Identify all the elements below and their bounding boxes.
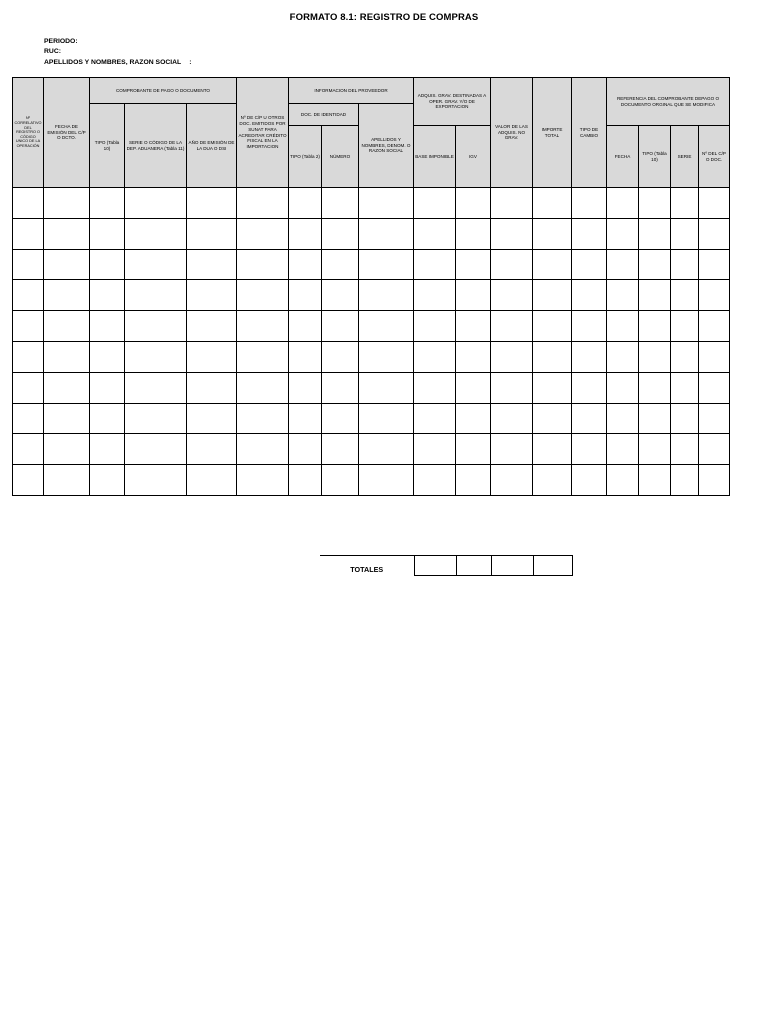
table-cell[interactable] [533,403,572,434]
table-cell[interactable] [125,188,187,219]
table-cell[interactable] [491,372,533,403]
razon-social-line [44,58,191,68]
razon-social-separator: : [189,58,192,66]
table-cell[interactable] [322,249,359,280]
table-cell[interactable] [187,188,237,219]
table-cell[interactable] [607,434,639,465]
table-cell[interactable] [456,465,491,496]
table-cell[interactable] [491,341,533,372]
table-cell[interactable] [456,341,491,372]
table-cell[interactable] [125,311,187,342]
table-cell[interactable] [607,341,639,372]
table-cell[interactable] [359,311,414,342]
table-row [13,311,730,342]
table-cell[interactable] [456,218,491,249]
table-cell[interactable] [414,280,456,311]
table-cell[interactable] [607,372,639,403]
table-cell[interactable] [90,341,125,372]
table-cell[interactable] [414,249,456,280]
table-cell[interactable] [237,311,289,342]
table-cell[interactable] [607,249,639,280]
table-cell[interactable] [533,218,572,249]
table-cell[interactable] [90,188,125,219]
totales-label: TOTALES [320,556,414,576]
table-cell[interactable] [491,465,533,496]
table-cell[interactable] [90,280,125,311]
header-correlativo: Nº CORRELATIVO DEL REGISTRO O CÓDIGO UNICO DE LA OPERACIÓN [13,78,44,188]
table-row [13,434,730,465]
total-igv-cell[interactable] [456,556,491,576]
table-cell[interactable] [671,249,699,280]
header-doc-identidad: DOC. DE IDENTIDAD [289,104,359,126]
header-importe-total: IMPORTE TOTAL [533,78,572,188]
table-cell[interactable] [44,218,90,249]
header-comprobante-group: COMPROBANTE DE PAGO O DOCUMENTO [90,78,237,104]
table-cell[interactable] [359,188,414,219]
header-numero: NÚMERO [322,126,359,188]
totals-table [320,555,573,576]
table-cell[interactable] [237,341,289,372]
table-cell[interactable] [699,341,730,372]
table-cell[interactable] [456,249,491,280]
razon-social-label: APELLIDOS Y NOMBRES, RAZON SOCIAL [44,58,182,66]
table-cell[interactable] [13,280,44,311]
table-cell[interactable] [187,280,237,311]
table-cell[interactable] [572,372,607,403]
table-cell[interactable] [491,311,533,342]
table-cell[interactable] [533,372,572,403]
table-cell[interactable] [359,341,414,372]
table-cell[interactable] [572,249,607,280]
table-cell[interactable] [699,403,730,434]
table-cell[interactable] [491,434,533,465]
periodo-label: PERIODO: [44,38,78,45]
table-cell[interactable] [572,280,607,311]
table-cell[interactable] [699,218,730,249]
table-cell[interactable] [359,280,414,311]
table-cell[interactable] [639,280,671,311]
table-cell[interactable] [13,372,44,403]
table-cell[interactable] [289,372,322,403]
table-cell[interactable] [13,218,44,249]
table-cell[interactable] [607,218,639,249]
table-cell[interactable] [639,372,671,403]
table-cell[interactable] [289,249,322,280]
table-cell[interactable] [671,218,699,249]
table-cell[interactable] [699,465,730,496]
table-cell[interactable] [237,188,289,219]
table-cell[interactable] [572,218,607,249]
ruc-label: RUC: [44,48,61,56]
table-cell[interactable] [639,434,671,465]
header-ref-serie: SERIE [671,126,699,188]
table-cell[interactable] [90,311,125,342]
header-proveedor-group: INFORMACION DEL PROVEEDOR [289,78,414,104]
table-cell[interactable] [491,280,533,311]
table-cell[interactable] [699,372,730,403]
document-title: FORMATO 8.1: REGISTRO DE COMPRAS [289,12,479,23]
table-cell[interactable] [456,372,491,403]
table-cell[interactable] [699,249,730,280]
table-cell[interactable] [125,341,187,372]
table-cell[interactable] [13,403,44,434]
table-cell[interactable] [572,465,607,496]
table-cell[interactable] [572,434,607,465]
table-cell[interactable] [491,249,533,280]
table-cell[interactable] [359,465,414,496]
header-tipo-cambio: TIPO DE CAMBIO [572,78,607,188]
table-cell[interactable] [533,311,572,342]
table-cell[interactable] [125,280,187,311]
table-row [13,188,730,219]
table-cell[interactable] [90,434,125,465]
table-cell[interactable] [237,372,289,403]
table-cell[interactable] [607,188,639,219]
table-cell[interactable] [187,465,237,496]
table-cell[interactable] [359,249,414,280]
table-cell[interactable] [237,249,289,280]
table-header [13,78,730,188]
table-cell[interactable] [125,218,187,249]
table-cell[interactable] [671,434,699,465]
table-row [13,372,730,403]
table-cell[interactable] [322,465,359,496]
table-cell[interactable] [359,372,414,403]
table-cell[interactable] [671,188,699,219]
purchases-register-table [12,77,730,496]
table-cell[interactable] [90,249,125,280]
table-row [13,249,730,280]
table-cell[interactable] [671,465,699,496]
table-cell[interactable] [237,218,289,249]
table-cell[interactable] [456,311,491,342]
table-cell[interactable] [289,218,322,249]
header-fecha-emision: FECHA DE EMISIÓN DEL C/P O DCTO. [44,78,90,188]
table-row [13,280,730,311]
table-cell[interactable] [456,403,491,434]
table-cell[interactable] [456,280,491,311]
table-cell[interactable] [44,311,90,342]
table-cell[interactable] [237,280,289,311]
table-cell[interactable] [414,465,456,496]
table-cell[interactable] [322,434,359,465]
table-cell[interactable] [572,341,607,372]
table-cell[interactable] [572,311,607,342]
table-cell[interactable] [13,465,44,496]
table-cell[interactable] [44,188,90,219]
table-cell[interactable] [699,280,730,311]
table-cell[interactable] [699,188,730,219]
table-cell[interactable] [289,403,322,434]
table-row [13,465,730,496]
table-cell[interactable] [187,218,237,249]
header-adquis-group: ADQUIS. GRAV. DESTINADAS A OPER. GRAV. Y/O DE EXPORTACION [414,78,491,126]
table-cell[interactable] [322,188,359,219]
header-referencia-group: REFERENCIA DEL COMPROBANTE DEPAGO O DOCUMENTO ORGINAL QUE SE MODIFICA [607,78,730,126]
header-ref-tipo: TIPO (Tabla 10) [639,126,671,188]
table-cell[interactable] [322,311,359,342]
table-cell[interactable] [533,341,572,372]
table-cell[interactable] [607,280,639,311]
table-cell[interactable] [187,341,237,372]
header-anio-emision: AÑO DE EMISIÓN DE LA DUA O DSI [187,104,237,188]
table-cell[interactable] [456,434,491,465]
table-cell[interactable] [414,341,456,372]
table-cell[interactable] [44,434,90,465]
table-cell[interactable] [187,434,237,465]
table-cell[interactable] [322,372,359,403]
table-cell[interactable] [187,249,237,280]
table-cell[interactable] [44,280,90,311]
table-cell[interactable] [639,311,671,342]
table-cell[interactable] [289,465,322,496]
table-cell[interactable] [414,188,456,219]
table-cell[interactable] [125,465,187,496]
table-cell[interactable] [125,434,187,465]
table-cell[interactable] [671,403,699,434]
table-cell[interactable] [607,403,639,434]
header-serie-codigo: SERIE O CÓDIGO DE LA DEP. ADUANERA (Tabla 11) [125,104,187,188]
table-cell[interactable] [414,372,456,403]
table-cell[interactable] [13,311,44,342]
header-ref-fecha: FECHA [607,126,639,188]
table-cell[interactable] [533,188,572,219]
header-numero-cp: Nº DE C/P U OTROS DOC. EMITIDOS POR SUNAT PARA ACREDITAR CRÉDITO FISCAL EN LA IMPORTACION [237,78,289,188]
table-cell[interactable] [237,465,289,496]
header-ref-numero: Nº DEL C/P O DOC. [699,126,730,188]
table-cell[interactable] [359,434,414,465]
table-cell[interactable] [90,218,125,249]
table-cell[interactable] [491,403,533,434]
table-cell[interactable] [414,311,456,342]
table-cell[interactable] [322,280,359,311]
table-cell[interactable] [237,434,289,465]
table-cell[interactable] [13,188,44,219]
table-cell[interactable] [187,311,237,342]
table-cell[interactable] [533,434,572,465]
table-cell[interactable] [125,403,187,434]
table-cell[interactable] [13,434,44,465]
table-cell[interactable] [639,218,671,249]
table-cell[interactable] [322,218,359,249]
header-apellidos-nombres: APELLIDOS Y NOMBRES, DENOM. O RAZON SOCIAL [359,104,414,188]
table-cell[interactable] [456,188,491,219]
table-cell[interactable] [639,465,671,496]
table-cell[interactable] [44,372,90,403]
table-cell[interactable] [572,403,607,434]
table-cell[interactable] [671,311,699,342]
table-cell[interactable] [639,249,671,280]
table-cell[interactable] [44,341,90,372]
table-cell[interactable] [533,465,572,496]
table-body [13,188,730,496]
table-cell[interactable] [44,403,90,434]
table-cell[interactable] [414,434,456,465]
table-cell[interactable] [699,434,730,465]
table-cell[interactable] [414,403,456,434]
table-cell[interactable] [187,403,237,434]
table-cell[interactable] [289,188,322,219]
total-importe-cell[interactable] [533,556,572,576]
table-cell[interactable] [671,280,699,311]
table-cell[interactable] [237,403,289,434]
table-row [13,218,730,249]
table-cell[interactable] [359,403,414,434]
header-fields [44,37,191,68]
table-cell[interactable] [90,372,125,403]
table-cell[interactable] [322,341,359,372]
table-cell[interactable] [187,372,237,403]
table-cell[interactable] [572,188,607,219]
table-cell[interactable] [639,403,671,434]
table-cell[interactable] [125,249,187,280]
table-cell[interactable] [13,249,44,280]
table-row [13,403,730,434]
table-row [13,341,730,372]
header-base-imponible: BASE IMPONIBLE [414,126,456,188]
table-cell[interactable] [491,188,533,219]
table-cell[interactable] [671,341,699,372]
table-cell[interactable] [289,311,322,342]
table-cell[interactable] [90,403,125,434]
table-cell[interactable] [607,465,639,496]
table-cell[interactable] [125,372,187,403]
total-base-imponible-cell[interactable] [414,556,456,576]
table-cell[interactable] [44,465,90,496]
table-cell[interactable] [90,465,125,496]
table-cell[interactable] [639,188,671,219]
table-cell[interactable] [491,218,533,249]
header-igv: IGV [456,126,491,188]
table-cell[interactable] [289,280,322,311]
table-cell[interactable] [671,372,699,403]
table-cell[interactable] [44,249,90,280]
header-valor-adquis: VALOR DE LAS ADQUIS. NO GRAV. [491,78,533,188]
table-cell[interactable] [359,218,414,249]
table-cell[interactable] [699,311,730,342]
table-cell[interactable] [13,341,44,372]
table-cell[interactable] [607,311,639,342]
table-cell[interactable] [322,403,359,434]
table-cell[interactable] [533,249,572,280]
header-tipo-tabla10: TIPO (Tabla 10) [90,104,125,188]
table-cell[interactable] [289,341,322,372]
table-cell[interactable] [289,434,322,465]
table-cell[interactable] [414,218,456,249]
total-valor-adquis-cell[interactable] [491,556,533,576]
header-tipo-tabla2: TIPO (Tabla 2) [289,126,322,188]
table-cell[interactable] [533,280,572,311]
table-cell[interactable] [639,341,671,372]
